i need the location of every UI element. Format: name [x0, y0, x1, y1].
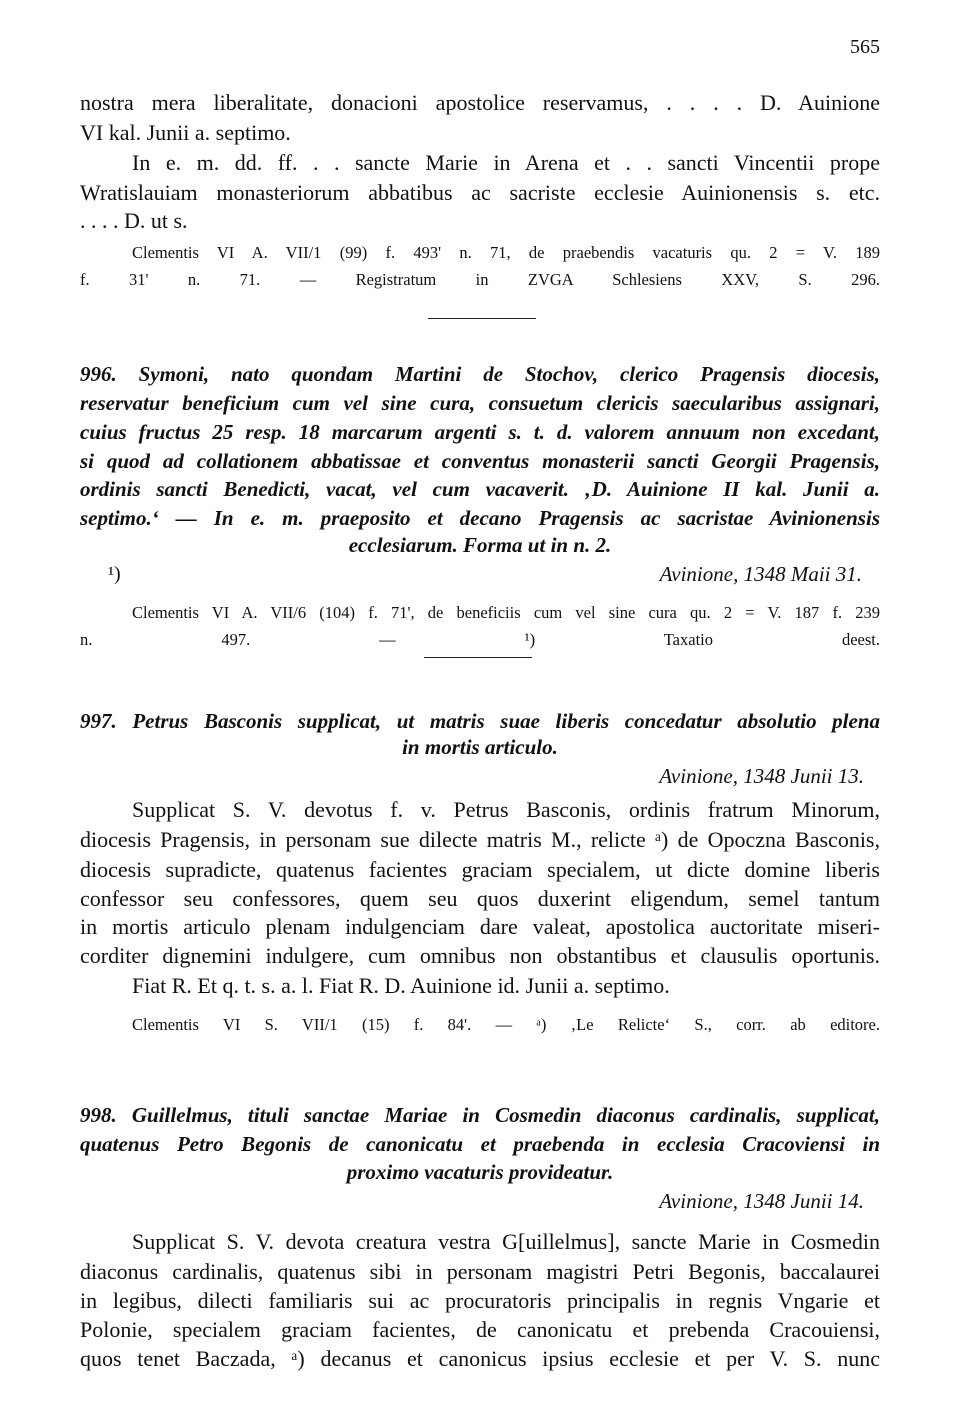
entry-number: 997.	[80, 709, 117, 733]
body-line: diaconus cardinalis, quatenus sibi in personam magistri Petri Begonis, baccalaurei	[80, 1259, 880, 1284]
rubric-line: in mortis articulo.	[402, 735, 558, 759]
body-line: Fiat R. Et q. t. s. a. l. Fiat R. D. Auinione id. Junii a. septimo.	[132, 973, 670, 998]
rubric-text: Guillelmus, tituli sanctae Mariae in Cosmedin diaconus cardinalis, supplicat,	[131, 1103, 880, 1127]
note-line: Clementis VI S. VII/1 (15) f. 84'. — ᵃ) ‚Le Relicte‘ S., corr. ab editore.	[132, 1015, 880, 1034]
note-line: Clementis VI A. VII/6 (104) f. 71', de beneficiis cum vel sine cura qu. 2 = V. 187 f. 239	[132, 603, 880, 622]
entry-number: 998.	[80, 1103, 117, 1127]
rubric-line: ecclesiarum. Forma ut in n. 2.	[348, 533, 612, 557]
place-date: Avinione, 1348 Maii 31.	[659, 562, 862, 586]
rubric-line: proximo vacaturis provideatur.	[346, 1160, 614, 1184]
separator-rule	[424, 657, 532, 658]
place-date: Avinione, 1348 Junii 13.	[659, 764, 864, 788]
body-line: in mortis articulo plenam indulgenciam dare valeat, apostolica auctoritate miseri-	[80, 914, 880, 939]
body-line: In e. m. dd. ff. . . sancte Marie in Arena et . . sancti Vincentii prope	[132, 150, 880, 175]
body-line: Polonie, specialem graciam facientes, de canonicatu et prebenda Cracouiensi,	[80, 1317, 880, 1342]
body-line: diocesis supradicte, quatenus facientes graciam specialem, ut dicte domine liberis	[80, 857, 880, 882]
body-line: Supplicat S. V. devotus f. v. Petrus Basconis, ordinis fratrum Minorum,	[132, 797, 880, 822]
body-line: confessor seu confessores, quem seu quos duxerint eligendum, semel tantum	[80, 886, 880, 911]
rubric-line	[80, 1103, 880, 1128]
body-line: corditer dignemini indulgere, cum omnibus non obstantibus et clausulis oportunis.	[80, 943, 880, 968]
body-line: nostra mera liberalitate, donacioni apostolice reservamus, . . . . D. Auinione	[80, 90, 880, 115]
body-line: diocesis Pragensis, in personam sue dilecte matris M., relicte ᵃ) de Opoczna Basconis,	[80, 827, 880, 852]
page-number: 565	[850, 36, 880, 58]
rubric-text: Symoni, nato quondam Martini de Stochov, clerico Pragensis diocesis,	[138, 362, 880, 386]
note-line: f. 31' n. 71. — Registratum in ZVGA Schlesiens XXV, S. 296.	[80, 270, 880, 289]
body-line: in legibus, dilecti familiaris sui ac procuratoris principalis in regnis Vngarie et	[80, 1288, 880, 1313]
body-line: VI kal. Junii a. septimo.	[80, 120, 291, 145]
rubric-line: cuius fructus 25 resp. 18 marcarum argenti s. t. d. valorem annuum non excedant,	[80, 420, 880, 444]
body-line: Wratislauiam monasteriorum abbatibus ac sacriste ecclesie Auinionensis s. etc.	[80, 180, 880, 205]
note-line: Clementis VI A. VII/1 (99) f. 493' n. 71, de praebendis vacaturis qu. 2 = V. 189	[132, 243, 880, 262]
place-date: Avinione, 1348 Junii 14.	[659, 1189, 864, 1213]
rubric-line	[80, 362, 880, 387]
body-line: quos tenet Baczada, ᵃ) decanus et canonicus ipsius ecclesie et per V. S. nunc	[80, 1346, 880, 1371]
body-line: Supplicat S. V. devota creatura vestra G[uillelmus], sancte Marie in Cosmedin	[132, 1229, 880, 1254]
rubric-line: ordinis sancti Benedicti, vacat, vel cum vacaverit. ‚D. Auinione II kal. Junii a.	[80, 477, 880, 501]
rubric-line: si quod ad collationem abbatissae et conventus monasterii sancti Georgii Pragensis,	[80, 449, 880, 473]
footnote-mark: ¹)	[108, 563, 121, 585]
rubric-line	[80, 709, 880, 734]
note-line: n. 497. — ¹) Taxatio deest.	[80, 630, 880, 649]
entry-number: 996.	[80, 362, 117, 386]
rubric-line: quatenus Petro Begonis de canonicatu et praebenda in ecclesia Cracoviensi in	[80, 1132, 880, 1156]
rubric-text: Petrus Basconis supplicat, ut matris suae liberis concedatur absolutio plena	[132, 709, 880, 733]
rubric-line: septimo.‘ — In e. m. praeposito et decano Pragensis ac sacristae Avinionensis	[80, 506, 880, 530]
body-line: . . . . D. ut s.	[80, 208, 188, 233]
rubric-line: reservatur beneficium cum vel sine cura, consuetum clericis saecularibus assignari,	[80, 391, 880, 415]
separator-rule	[428, 318, 536, 319]
